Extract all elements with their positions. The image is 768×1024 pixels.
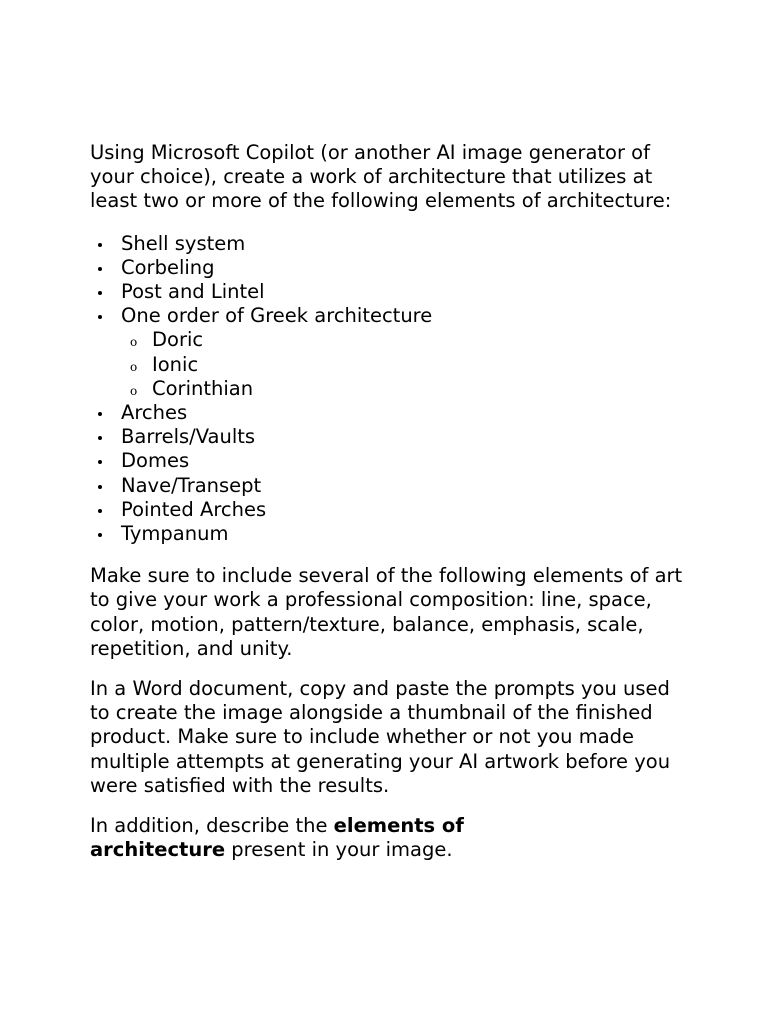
addition-prefix: In addition, describe the (90, 814, 334, 838)
list-item-label: Pointed Arches (121, 497, 267, 521)
list-item (90, 232, 690, 256)
elements-of-art-paragraph: Make sure to include several of the following elements of art to give your work a professional composition: line, space, color, motion, pattern/texture, balance, emphasis, scale, repetition, and unity. (90, 564, 683, 660)
addition-suffix: present in your image. (225, 838, 453, 862)
list-item (90, 522, 690, 546)
architecture-elements-list-continued (90, 401, 690, 546)
list-item-label: Barrels/Vaults (121, 425, 256, 449)
circle-bullet-icon: o (130, 383, 138, 398)
bullet-icon (98, 436, 102, 440)
addition-bold-term: elements of (333, 814, 464, 838)
list-item-label: Corbeling (121, 255, 215, 279)
list-item-label: One order of Greek architecture (121, 304, 433, 328)
list-item (90, 304, 690, 328)
bullet-icon (98, 267, 102, 271)
sub-list-item-label: Doric (152, 328, 204, 352)
architecture-elements-list (90, 232, 690, 329)
circle-bullet-icon: o (130, 335, 138, 350)
greek-orders-sublist (90, 328, 690, 401)
circle-bullet-icon: o (130, 359, 138, 374)
sub-list-item (90, 353, 690, 377)
word-document-paragraph: In a Word document, copy and paste the prompts you used to create the image alongside a thumbnail of the finished product. Make sure to include whether or not you made multiple attempts at generating your AI artwork before you were satisfied with the results. (90, 677, 671, 797)
bullet-icon (98, 460, 102, 464)
list-item-label: Post and Lintel (121, 280, 265, 304)
list-item (90, 256, 690, 280)
list-item (90, 449, 690, 473)
bullet-icon (98, 533, 102, 537)
addition-bold-term-continued: architecture (90, 838, 226, 862)
bullet-icon (98, 485, 102, 489)
list-item (90, 474, 690, 498)
sub-list-item-label: Corinthian (152, 376, 254, 400)
bullet-icon (98, 243, 102, 247)
intro-paragraph: Using Microsoft Copilot (or another AI image generator of your choice), create a work of architecture that utilizes at least two or more of the following elements of architecture: (90, 141, 672, 213)
list-item (90, 280, 690, 304)
bullet-icon (98, 412, 102, 416)
list-item (90, 401, 690, 425)
addition-paragraph (90, 814, 690, 862)
list-item (90, 498, 690, 522)
list-item-label: Nave/Transept (121, 473, 262, 497)
bullet-icon (98, 315, 102, 319)
bullet-icon (98, 509, 102, 513)
list-item-label: Shell system (121, 231, 246, 255)
list-item (90, 425, 690, 449)
document-body (90, 141, 690, 862)
list-item-label: Arches (121, 401, 188, 425)
sub-list-item-label: Ionic (152, 352, 199, 376)
bullet-icon (98, 291, 102, 295)
list-item-label: Tympanum (121, 522, 229, 546)
sub-list-item (90, 328, 690, 352)
sub-list-item (90, 377, 690, 401)
list-item-label: Domes (121, 449, 190, 473)
